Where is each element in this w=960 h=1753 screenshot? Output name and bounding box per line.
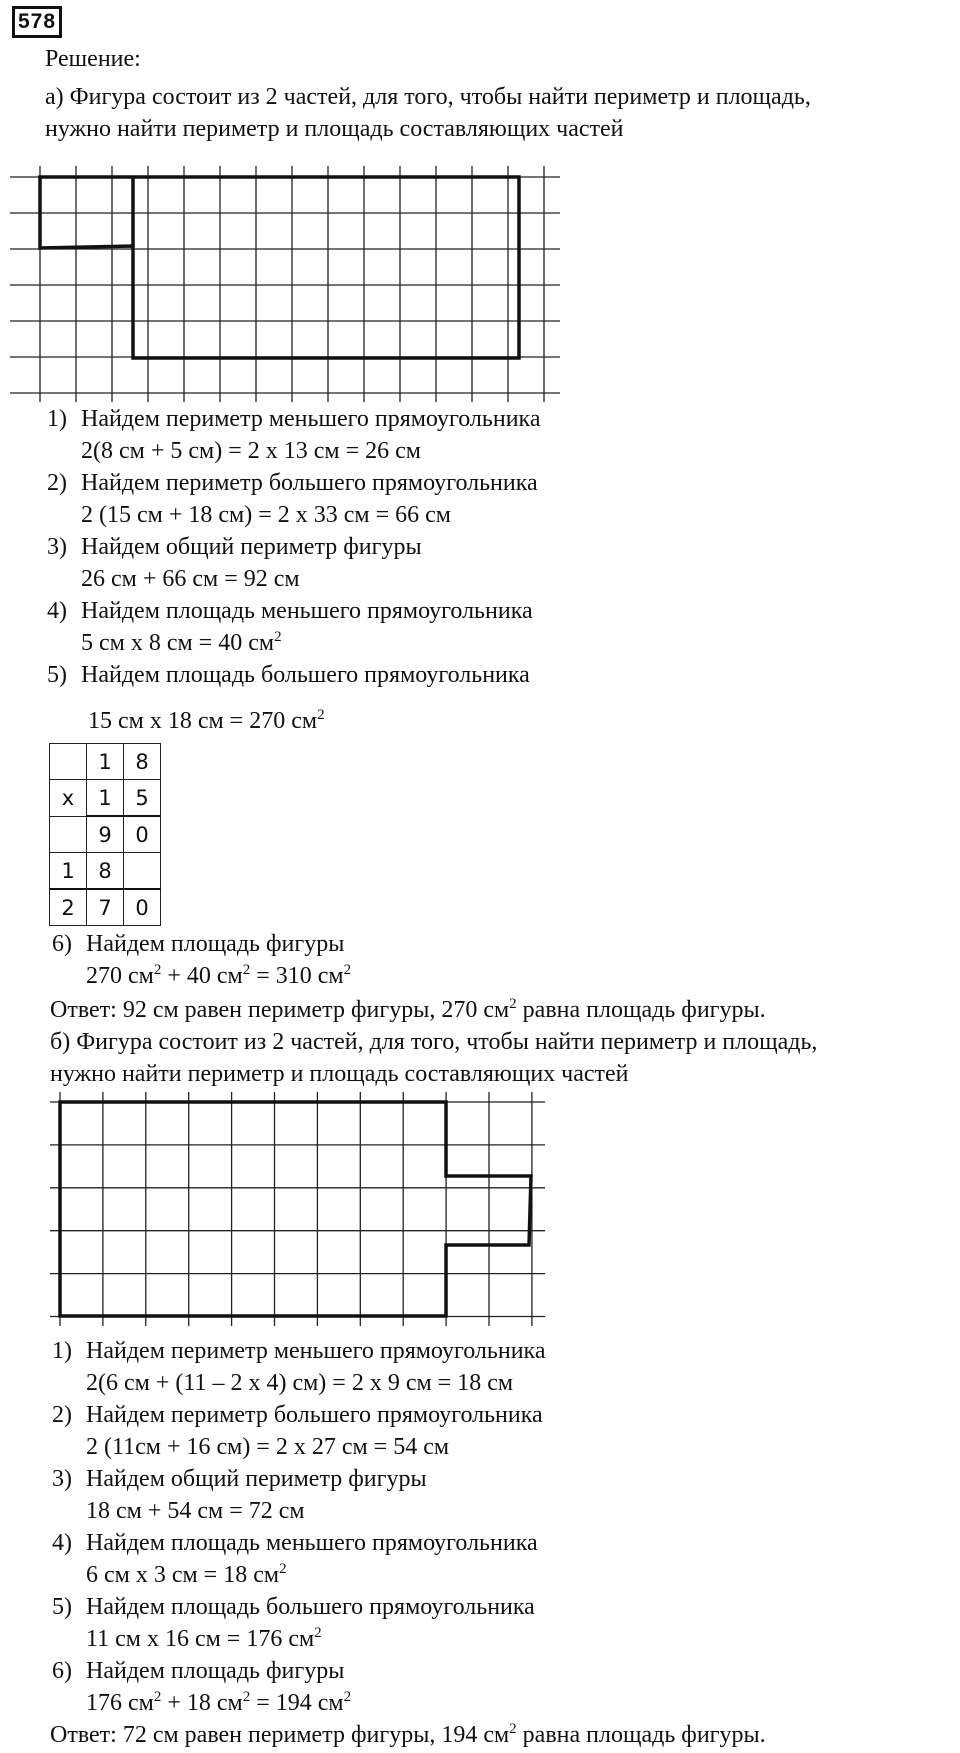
part-a-answer: Ответ: 92 см равен периметр фигуры, 270 $см^2$ равна площадь фигуры. <box>50 996 766 1023</box>
part-a-intro-line1: а) Фигура состоит из 2 частей, для того, чтобы найти периметр и площадь, <box>45 84 811 110</box>
part-b-step-6: 6) Найдем площадь фигуры 176 $см^2 + 18$ $см^2 = 194$ $см^2$ <box>52 1658 352 1716</box>
part-b-step-3: 3) Найдем общий периметр фигуры 18 см + 54 см = 72 см <box>52 1466 427 1524</box>
part-a-step-5: 5) Найдем площадь большего прямоугольника <box>47 662 530 688</box>
part-b-intro-line1: б) Фигура состоит из 2 частей, для того, чтобы найти периметр и площадь, <box>50 1029 818 1055</box>
part-a-step-3: 3) Найдем общий периметр фигуры 26 см + 66 см = 92 см <box>47 534 422 592</box>
part-a-figure-outline <box>40 177 519 358</box>
part-b-step-5: 5) Найдем площадь большего прямоугольника 11 см х 16 см = 176 $см^2$ <box>52 1594 535 1652</box>
part-b-step-4: 4) Найдем площадь меньшего прямоугольника 6 см х 3 см = 18 $см^2$ <box>52 1530 538 1588</box>
column-multiplication: 1 8 x 1 5 9 0 1 8 2 7 0 <box>49 743 161 926</box>
part-a-step-6: 6) Найдем площадь фигуры 270 $см^2 + 40$ $см^2 = 310$ $см^2$ <box>52 931 352 989</box>
part-b-figure-outline <box>60 1102 531 1316</box>
part-b-step-1: 1) Найдем периметр меньшего прямоугольника 2(6 см + (11 – 2 х 4) см) = 2 х 9 см = 18 см <box>52 1338 546 1396</box>
part-a-step-2: 2) Найдем периметр большего прямоугольника 2 (15 см + 18 см) = 2 х 33 см = 66 см <box>47 470 538 528</box>
part-b-answer: Ответ: 72 см равен периметр фигуры, 194 $см^2$ равна площадь фигуры. <box>50 1721 766 1748</box>
part-b-intro-line2: нужно найти периметр и площадь составляющих частей <box>50 1061 629 1087</box>
solution-heading: Решение: <box>45 46 141 72</box>
part-a-step-4: 4) Найдем площадь меньшего прямоугольника 5 см х 8 см = 40 $см^2$ <box>47 598 533 656</box>
part-a-step-1: 1) Найдем периметр меньшего прямоугольника 2(8 см + 5 см) = 2 х 13 см = 26 см <box>47 406 541 464</box>
part-a-step-5-calc: 15 см х 18 см = 270 $см^2$ <box>88 707 325 734</box>
problem-number: 578 <box>12 6 62 38</box>
part-a-intro-line2: нужно найти периметр и площадь составляющих частей <box>45 116 624 142</box>
part-b-step-2: 2) Найдем периметр большего прямоугольника 2 (11см + 16 см) = 2 х 27 см = 54 см <box>52 1402 543 1460</box>
